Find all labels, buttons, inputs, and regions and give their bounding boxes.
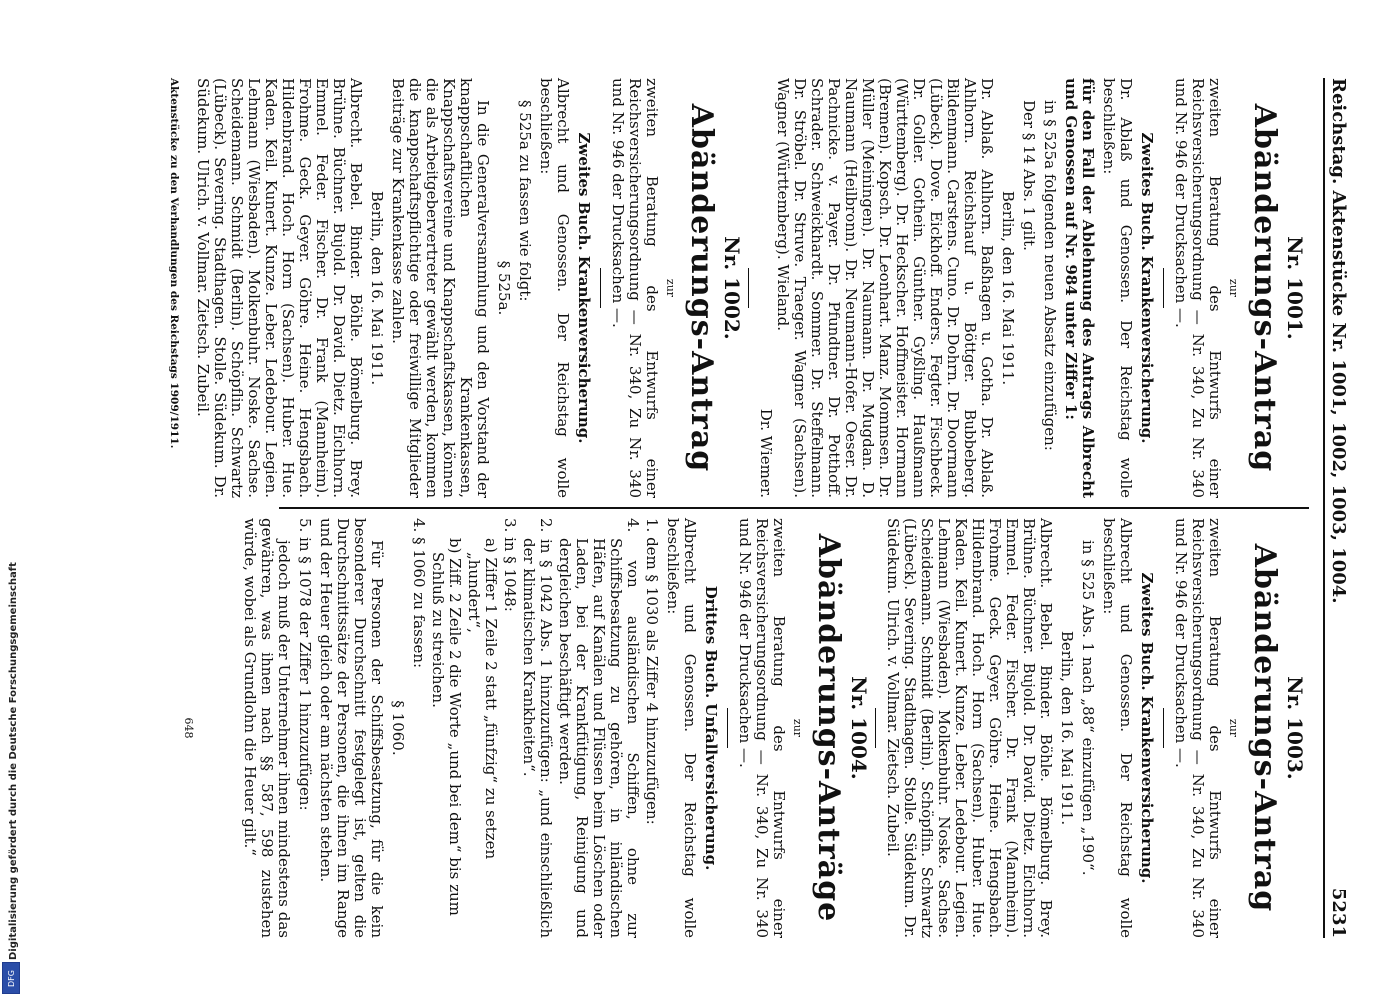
separator-rule: [748, 268, 749, 308]
page-number-bottom: 648: [182, 717, 195, 739]
separator-rule: [1163, 708, 1164, 748]
dfg-logo-text: DFG: [6, 969, 16, 987]
motion-text-1001: Der § 14 Abs. 1 gilt.: [1020, 100, 1038, 251]
two-column-body: [165, 78, 1309, 938]
doc-description-1002: zweiten Beratung des Entwurfs einer Reichsversicherungsordnung — Nr. 340, Zu Nr. 340 und Nr. 946 der Drucksachen —.: [609, 78, 661, 498]
motion-text-1002: In die Generalversammlung und den Vorstand der knappschaftlichen Krankenkassen, Knappschaftsvereine und Knappschaftskassen, können die als Arbeitgebervertreter gewählt werden, kommen die knappschaftspflichtige oder freiwillige Mitglieder Beiträge zur Krankenkasse zahlen.: [389, 78, 492, 498]
doc-description-1001: zweiten Beratung des Entwurfs einer Reichsversicherungsordnung — Nr. 340, Zu Nr. 340 und Nr. 946 der Drucksachen —.: [1172, 78, 1224, 498]
motion-intro-1001: Dr. Ablaß und Genossen. Der Reichstag wolle beschließen:: [1100, 78, 1135, 498]
motion-date-1003: Berlin, den 16. Mai 1911.: [1058, 630, 1076, 826]
amendment-item: 3. in § 1048:: [501, 518, 519, 612]
doc-title-1003: Abänderungs-Antrag: [1247, 543, 1282, 913]
amendment-item: 5. in § 1078 der Ziffer 1 hinzuzufügen:: [296, 518, 314, 811]
amendment-item: 2. in § 1042 Abs. 1 hinzuzufügen: „und einschließlich der klimatischen Krankheiten“.: [520, 518, 555, 938]
separator-rule: [875, 708, 876, 748]
paragraph-number-1002: § 525a.: [495, 260, 513, 316]
doc-number-1003: Nr. 1003.: [1283, 676, 1307, 780]
separator-rule: [600, 268, 601, 308]
doc-number-1002: Nr. 1002.: [720, 236, 744, 340]
volume-footer: Aktenstücke zu den Verhandlungen des Reichstags 1909/1911.: [168, 78, 180, 449]
column-divider: [279, 507, 1309, 509]
right-column: [165, 518, 1309, 938]
motion-amend-1003: in § 525 Abs. 1 nach „88“ einzufügen „190“.: [1079, 540, 1097, 876]
section-heading-1004: Drittes Buch. Unfallversicherung.: [702, 585, 720, 871]
doc-title-1001: Abänderungs-Antrag: [1247, 103, 1282, 473]
amendment-item: 4. von ausländischen Schiffen, ohne zur Schiffsbesatzung zu gehören, in inländischen Häfen, auf Kanälen und Flüssen beim Löschen oder Laden, bei der Krankfütigung, Reinigung und dergleichen beschäftigt werden.: [556, 518, 642, 938]
signatories-1001: [757, 78, 995, 498]
amendment-subitem: a) Ziffer 1 Zeile 2 statt „fünfzig“ zu setzen „hundert“,: [465, 538, 500, 860]
doc-description-1004: zweiten Beratung des Entwurfs einer Reichsversicherungsordnung — Nr. 340, Zu Nr. 340 und Nr. 946 der Drucksachen —.: [736, 518, 788, 938]
paragraph-text-1004: Für Personen der Schiffsbesatzung, für die kein besonderer Durchschnitt festgelegt ist, gelten die Durchschnittssätze der Personen, die ihnen im Range und der Heuer gleich oder am nächsten stehen.: [317, 518, 386, 938]
amendment-subitem: b) Ziff. 2 Zeile 2 die Worte „und bei dem“ bis zum Schluß zu streichen.: [429, 538, 464, 916]
page-number-top: 5231: [1328, 887, 1349, 938]
signatory-list: Dr. Ablaß. Ahlhorn. Baßhagen u. Gotha. Dr. Ablaß. Ahlhorn. Reichshauf u. Böttger. Bubbeberg. Bildenmann. Carstens. Cuno. Dr. Dohrn. Dr. Doormann (Lübeck). Dove. Eickhoff. Enders. Fegter. Fischbeck. Dr. Goller. Gothein. Günther. Gyßling. Haußmann (Württemberg). Dr. Heckscher. Hoffmeister. Hormann (Bremen). Kopsch. Dr. Leonhart. Manz. Mommsen. Dr. Müller (Meiningen). Dr. Naumann. Dr. Mugdan. D. Naumann (Heilbronn). Dr. Neumann-Hofer. Oeser. Dr. Pachnicke. v. Payer. Dr. Pfundtner. Dr. Potthoff. Schrader. Schweickhardt. Sommer. Dr. Steffelmann. Dr. Ströbel. Dr. Struve. Traeger. Wagner (Sachsen). Wagner (Württemberg). Wieland.: [774, 78, 996, 498]
doc-description-1003: zweiten Beratung des Entwurfs einer Reichsversicherungsordnung — Nr. 340, Zu Nr. 340 und Nr. 946 der Drucksachen —.: [1172, 518, 1224, 938]
separator-rule: [1163, 268, 1164, 308]
doc-title-1002: Abänderungs-Antrag: [684, 103, 719, 473]
page-header: [1323, 78, 1355, 938]
separator-rule: [727, 708, 728, 748]
amendment-item: 4. § 1060 zu fassen:: [410, 518, 428, 669]
section-heading-1003: Zweites Buch. Krankenversicherung.: [1138, 572, 1156, 884]
motion-intro-1004: Albrecht und Genossen. Der Reichstag wolle beschließen:: [664, 518, 699, 938]
paragraph-number-1004: § 1060.: [389, 700, 407, 756]
signatories-1002: Albrecht. Bebel. Binder. Böhle. Bömelburg. Brey. Brühne. Büchner. Bujold. Dr. David. Dietz. Eichhorn. Emmel. Feder. Fischer. Dr. Frank (Mannheim). Frohme. Geck. Geyer. Göhre. Heine. Hengsbach. Hildenbrand. Hoch. Horn (Sachsen). Huber. Hue. Kaden. Keil. Kunert. Kunze. Leber. Ledebour. Legien. Lehmann (Wiesbaden). Molkenbuhr. Noske. Sachse. Scheidemann. Schmidt (Berlin). Schöpflin. Schwartz (Lübeck). Severing. Stadthagen. Stolle. Südekum. Dr. Südekum. Ulrich. v. Vollmar. Zietsch. Zubeil.: [194, 78, 365, 498]
dfg-logo: [2, 962, 20, 994]
doc-title-1004: Abänderungs-Anträge: [811, 533, 846, 923]
amendment-item: 1. dem § 1030 als Ziffer 4 hinzuzufügen:: [643, 518, 661, 825]
header-title: Reichstag. Aktenstücke Nr. 1001, 1002, 1003, 1004.: [1328, 78, 1349, 604]
doc-number-1004: Nr. 1004.: [847, 676, 871, 780]
motion-date-1001: Berlin, den 16. Mai 1911.: [999, 190, 1017, 386]
digitization-note: Digitalisierung gefördert durch die Deutsche Forschungsgemeinschaft: [8, 562, 19, 960]
motion-condition-1001: für den Fall der Ablehnung des Antrags Albrecht und Genossen auf Nr. 984 unter Ziffer 1:: [1062, 78, 1097, 498]
doc-number-1001: Nr. 1001.: [1283, 236, 1307, 340]
amendment-item-text: jedoch muß der Unternehmer ihnen mindestens das gewähren, was ihnen nach §§ 587, 598 zustehen würde, wobei als Grundlohn die Heuer gilt.“: [241, 518, 293, 938]
left-column: [165, 78, 1309, 498]
motion-intro-1002: Albrecht und Genossen. Der Reichstag wolle beschließen:: [537, 78, 572, 498]
zur-label: zur: [1227, 718, 1240, 738]
motion-intro-1003: Albrecht und Genossen. Der Reichstag wolle beschließen:: [1100, 518, 1135, 938]
section-heading-1001: Zweites Buch. Krankenversicherung.: [1138, 132, 1156, 444]
signatories-1003: Albrecht. Bebel. Binder. Böhle. Bömelburg. Brey. Brühne. Büchner. Bujold. Dr. David. Dietz. Eichhorn. Emmel. Feder. Fischer. Dr. Frank (Mannheim). Frohme. Geck. Geyer. Göhre. Heine. Hengsbach. Hildenbrand. Hoch. Horn (Sachsen). Huber. Hue. Kaden. Keil. Kunert. Kunze. Leber. Ledebour. Legien. Lehmann (Wiesbaden). Molkenbuhr. Noske. Sachse. Scheidemann. Schmidt (Berlin). Schöpflin. Schwartz (Lübeck). Severing. Stadthagen. Stolle. Südekum. Dr. Südekum. Ulrich. v. Vollmar. Zietsch. Zubeil.: [884, 518, 1055, 938]
zur-label: zur: [664, 278, 677, 298]
motion-amend-1001: in § 525a folgenden neuen Absatz einzufügen:: [1041, 100, 1059, 451]
signatory-last: Dr. Wiemer.: [757, 408, 775, 498]
zur-label: zur: [791, 718, 804, 738]
zur-label: zur: [1227, 278, 1240, 298]
motion-amend-1002: § 525a zu fassen wie folgt:: [516, 100, 534, 302]
section-heading-1002: Zweites Buch. Krankenversicherung.: [575, 132, 593, 444]
motion-date-1002: Berlin, den 16. Mai 1911.: [368, 190, 386, 386]
